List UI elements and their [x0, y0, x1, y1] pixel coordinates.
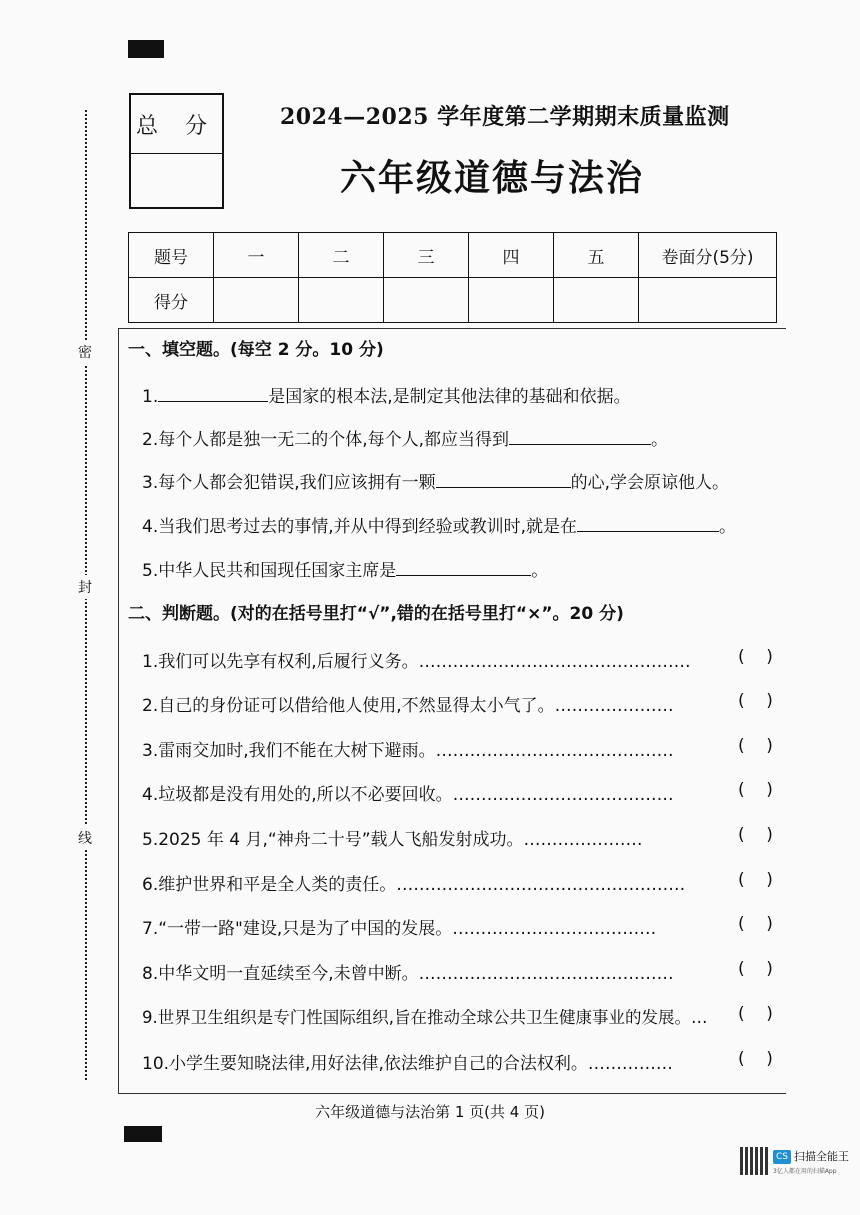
- true-false-question: 7.“一带一路"建设,只是为了中国的发展。………………………………: [142, 919, 657, 939]
- column-label: 三: [384, 233, 469, 278]
- question-number-label: 题号: [129, 233, 214, 278]
- black-registration-mark: [128, 40, 164, 58]
- section-heading-fill-blank: 一、填空题。(每空 2 分。10 分): [128, 340, 384, 360]
- true-false-question: 10.小学生要知晓法律,用好法律,依法维护自己的合法权利。……………: [142, 1054, 673, 1074]
- score-cell: [639, 278, 777, 323]
- scanner-app-name: 扫描全能王: [794, 1150, 849, 1163]
- scanner-tagline: 3亿人都在用的扫描App: [773, 1168, 837, 1175]
- true-false-question: 5.2025 年 4 月,“神舟二十号”载人飞船发射成功。…………………: [142, 830, 643, 850]
- score-table-header-row: [129, 233, 777, 278]
- score-cell: [299, 278, 384, 323]
- true-false-question: 1.我们可以先享有权利,后履行义务。…………………………………………: [142, 652, 691, 672]
- question-text: 。: [531, 561, 549, 581]
- score-table: [128, 232, 777, 323]
- fill-blank-question: [142, 556, 548, 581]
- fill-blank-question: [142, 468, 729, 493]
- true-false-question: 6.维护世界和平是全人类的责任。……………………………………………: [142, 875, 686, 895]
- answer-blank[interactable]: [577, 516, 719, 532]
- section-heading-true-false: 二、判断题。(对的在括号里打“√”,错的在括号里打“×”。20 分): [128, 604, 624, 624]
- question-text: 5.中华人民共和国现任国家主席是: [142, 561, 397, 581]
- question-text: 的心,学会原谅他人。: [570, 473, 730, 493]
- answer-blank[interactable]: [158, 386, 268, 402]
- answer-parentheses[interactable]: ( ): [738, 1004, 773, 1024]
- answer-blank[interactable]: [436, 472, 571, 488]
- question-text: 。: [719, 517, 737, 537]
- exam-subtitle: 2024—2025 学年度第二学期期末质量监测: [280, 104, 730, 130]
- column-label: 五: [554, 233, 639, 278]
- true-false-question: 8.中华文明一直延续至今,未曾中断。………………………………………: [142, 964, 674, 984]
- fill-blank-question: [142, 512, 736, 537]
- binding-char-line: 线: [78, 826, 92, 850]
- answer-parentheses[interactable]: ( ): [738, 1049, 773, 1069]
- answer-parentheses[interactable]: ( ): [738, 825, 773, 845]
- answer-parentheses[interactable]: ( ): [738, 647, 773, 667]
- scanner-logo: CS: [773, 1150, 791, 1164]
- fill-blank-question: [142, 425, 668, 450]
- binding-char-seal: 密: [78, 340, 92, 364]
- question-text: 2.每个人都是独一无二的个体,每个人,都应当得到: [142, 430, 510, 450]
- question-text: 3.每个人都会犯错误,我们应该拥有一颗: [142, 473, 436, 493]
- page-footer: 六年级道德与法治第 1 页(共 4 页): [315, 1103, 545, 1121]
- column-label: 卷面分(5分): [639, 233, 777, 278]
- score-cell: [214, 278, 299, 323]
- total-score-label: 总 分: [131, 95, 222, 154]
- question-text: 1.: [142, 387, 159, 407]
- black-registration-mark: [124, 1126, 162, 1142]
- true-false-question: 4.垃圾都是没有用处的,所以不必要回收。…………………………………: [142, 785, 674, 805]
- score-label: 得分: [129, 278, 214, 323]
- score-cell: [554, 278, 639, 323]
- score-table-score-row: [129, 278, 777, 323]
- answer-parentheses[interactable]: ( ): [738, 870, 773, 890]
- question-text: 是国家的根本法,是制定其他法律的基础和依据。: [268, 387, 631, 407]
- total-score-box: [129, 93, 224, 209]
- column-label: 二: [299, 233, 384, 278]
- true-false-question: 2.自己的身份证可以借给他人使用,不然显得太小气了。…………………: [142, 696, 674, 716]
- answer-parentheses[interactable]: ( ): [738, 736, 773, 756]
- exam-title: 六年级道德与法治: [340, 158, 645, 199]
- column-label: 一: [214, 233, 299, 278]
- true-false-question: 9.世界卫生组织是专门性国际组织,旨在推动全球公共卫生健康事业的发展。…: [142, 1008, 708, 1027]
- score-cell: [469, 278, 554, 323]
- question-text: 4.当我们思考过去的事情,并从中得到经验或教训时,就是在: [142, 517, 578, 537]
- fill-blank-question: [142, 382, 631, 407]
- qr-code-icon: [740, 1147, 768, 1175]
- question-text: 。: [651, 430, 669, 450]
- answer-parentheses[interactable]: ( ): [738, 959, 773, 979]
- true-false-question: 3.雷雨交加时,我们不能在大树下避雨。……………………………………: [142, 741, 674, 761]
- answer-parentheses[interactable]: ( ): [738, 780, 773, 800]
- answer-parentheses[interactable]: ( ): [738, 691, 773, 711]
- score-cell: [384, 278, 469, 323]
- column-label: 四: [469, 233, 554, 278]
- answer-blank[interactable]: [396, 560, 531, 576]
- answer-parentheses[interactable]: ( ): [738, 914, 773, 934]
- binding-char-seal: 封: [78, 575, 92, 599]
- answer-blank[interactable]: [509, 429, 651, 445]
